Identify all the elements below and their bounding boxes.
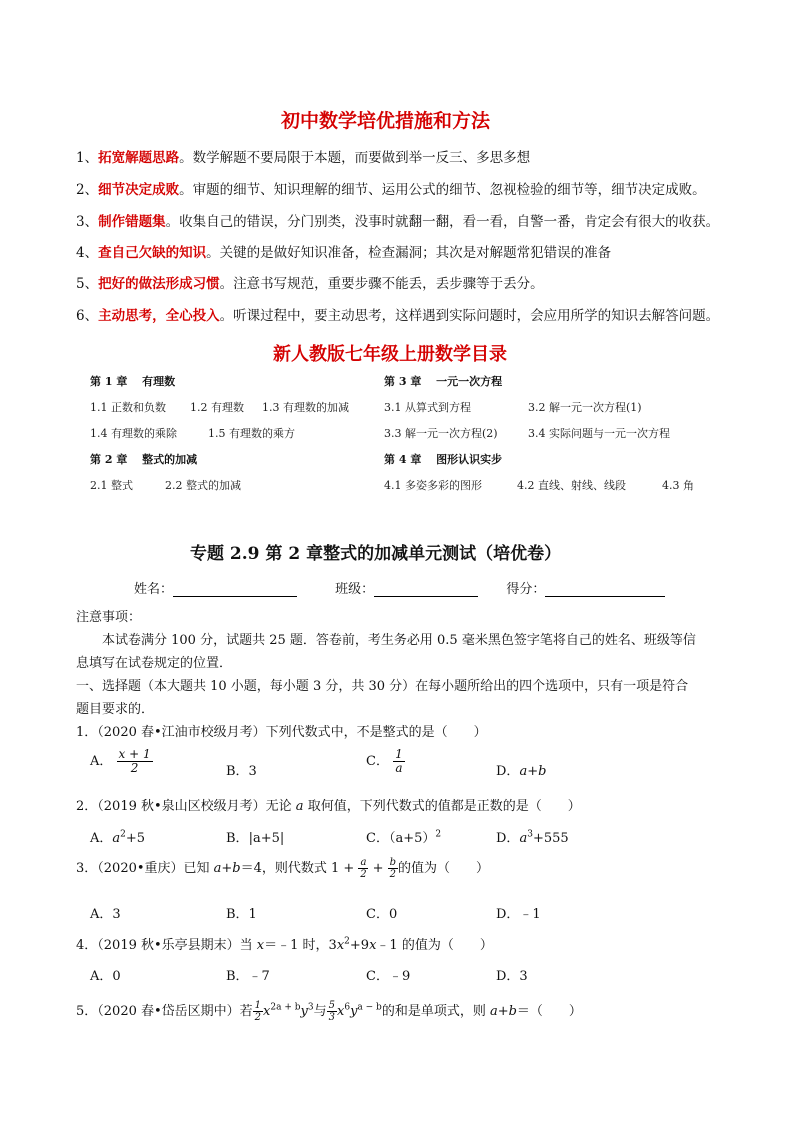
expression: a+b bbox=[519, 764, 547, 779]
toc-item: 1.2 有理数 bbox=[190, 401, 244, 414]
option-label: A． bbox=[90, 831, 113, 846]
fraction bbox=[327, 1000, 337, 1023]
numerator: a bbox=[360, 857, 367, 868]
variable: a bbox=[112, 831, 121, 846]
stem-text: 5．（2020 春•岱岳区期中）若 bbox=[76, 1004, 253, 1019]
tip-heading: 细节决定成败 bbox=[98, 182, 180, 198]
toc-chapter-2: 第 2 章 整式的加减 bbox=[90, 453, 198, 466]
toc-item: 2.2 整式的加减 bbox=[165, 479, 241, 492]
stem-text: 取何值，下列代数式的值都是正数的是（ ） bbox=[303, 799, 581, 814]
option-label: D． bbox=[496, 831, 520, 846]
tip-text: 。审题的细节、知识理解的细节、运用公式的细节、忽视检验的细节等，细节决定成败。 bbox=[179, 182, 706, 198]
q1-option-b[interactable]: B．3 bbox=[226, 764, 257, 779]
tip-text: 。数学解题不要局限于本题，而要做到举一反三、多思多想 bbox=[179, 150, 531, 166]
class-blank[interactable] bbox=[374, 596, 478, 597]
stem-text: 3．（2020•重庆）已知 bbox=[76, 861, 214, 876]
toc-item: 4.1 多姿多彩的图形 bbox=[384, 479, 482, 492]
variable: x bbox=[256, 938, 265, 953]
tip-6 bbox=[76, 304, 719, 324]
stem-text: 4．（2019 秋•乐亭县期末）当 bbox=[76, 938, 257, 953]
exponent: 3 bbox=[527, 829, 533, 840]
stem-text: ＝﹣1 时，3 bbox=[264, 938, 337, 953]
student-info-row bbox=[134, 578, 665, 597]
numerator: x + 1 bbox=[118, 747, 151, 761]
tip-text: 。注意书写规范，重要步骤不能丢，丢步骤等于丢分。 bbox=[219, 276, 544, 292]
tip-2 bbox=[76, 178, 706, 198]
stem-text: 2．（2019 秋•泉山区校级月考）无论 bbox=[76, 799, 296, 814]
q4-option-a[interactable]: A．0 bbox=[90, 969, 121, 984]
toc-item: 1.5 有理数的乘方 bbox=[208, 427, 295, 440]
denominator: 2 bbox=[360, 869, 367, 880]
q1-option-c[interactable] bbox=[366, 748, 405, 775]
numerator: 1 bbox=[254, 1000, 262, 1011]
operator: + bbox=[368, 861, 388, 876]
toc-item: 4.3 角 bbox=[662, 479, 694, 492]
q2-option-c[interactable] bbox=[366, 827, 441, 846]
toc-item: 3.3 解一元一次方程(2) bbox=[384, 427, 498, 440]
toc-item: 2.1 整式 bbox=[90, 479, 133, 492]
variable: x bbox=[336, 938, 345, 953]
expression: +5 bbox=[125, 831, 146, 846]
option-label: D． bbox=[496, 764, 520, 779]
denominator: 2 bbox=[389, 869, 396, 880]
stem-text: +9 bbox=[349, 938, 370, 953]
q4-option-c[interactable]: C．﹣9 bbox=[366, 969, 411, 984]
name-label: 姓名： bbox=[134, 582, 174, 597]
variable: a bbox=[519, 831, 528, 846]
tip-number: 4、 bbox=[76, 245, 99, 261]
notes-text: 本试卷满分 100 分，试题共 25 题．答卷前，考生务必用 0.5 毫米黑色签字笔将自己的姓名、班级等信 bbox=[102, 633, 696, 648]
question-2-stem bbox=[76, 795, 581, 814]
exponent: a − b bbox=[357, 1002, 382, 1013]
exam-title: 专题 2.9 第 2 章整式的加减单元测试（培优卷） bbox=[190, 544, 562, 564]
toc-chapter-1: 第 1 章 有理数 bbox=[90, 375, 176, 388]
q2-option-d[interactable] bbox=[496, 827, 569, 846]
tip-heading: 制作错题集 bbox=[98, 214, 166, 230]
tip-3 bbox=[76, 210, 719, 230]
exponent: 2 bbox=[344, 936, 350, 947]
tip-text: 。关键的是做好知识准备，检查漏洞；其次是对解题常犯错误的准备 bbox=[206, 245, 612, 261]
q3-option-a[interactable]: A．3 bbox=[90, 907, 121, 922]
variable: x bbox=[369, 938, 377, 953]
page-title: 初中数学培优措施和方法 bbox=[281, 110, 491, 132]
fraction bbox=[117, 748, 153, 775]
denominator: 2 bbox=[254, 1012, 262, 1023]
question-4-stem bbox=[76, 934, 493, 953]
fraction bbox=[388, 857, 398, 880]
q3-option-c[interactable]: C．0 bbox=[366, 907, 398, 922]
tip-text: 。听课过程中，要主动思考，这样遇到实际问题时，会应用所学的知识去解答问题。 bbox=[219, 308, 720, 324]
notes-text: 息填写在试卷规定的位置． bbox=[76, 656, 233, 671]
tip-text: 。收集自己的错误，分门别类，没事时就翻一翻，看一看，自警一番，肯定会有很大的收获。 bbox=[165, 214, 720, 230]
variable: a bbox=[295, 799, 304, 814]
q3-option-d[interactable]: D．﹣1 bbox=[496, 907, 541, 922]
denominator: 2 bbox=[130, 761, 139, 775]
name-blank[interactable] bbox=[173, 596, 297, 597]
numerator: 5 bbox=[328, 1000, 335, 1011]
q2-option-b[interactable] bbox=[226, 827, 284, 846]
tip-number: 3、 bbox=[76, 214, 99, 230]
expression: a+b bbox=[489, 1004, 517, 1019]
variable: x bbox=[336, 1004, 345, 1019]
tip-number: 5、 bbox=[76, 276, 99, 292]
toc-item: 3.4 实际问题与一元一次方程 bbox=[528, 427, 670, 440]
exponent: 2 bbox=[120, 829, 126, 840]
q2-option-a[interactable] bbox=[90, 827, 145, 846]
stem-text: 的值为（ ） bbox=[398, 861, 490, 876]
tip-5 bbox=[76, 272, 544, 292]
question-1-stem: 1．（2020 春•江油市校级月考）下列代数式中，不是整式的是（ ） bbox=[76, 725, 487, 740]
tip-heading: 拓宽解题思路 bbox=[98, 150, 180, 166]
toc-item: 1.1 正数和负数 bbox=[90, 401, 166, 414]
stem-text: ＝（ ） bbox=[516, 1004, 582, 1019]
expression: a+b bbox=[213, 861, 241, 876]
class-label: 班级： bbox=[335, 582, 375, 597]
stem-text: 的和是单项式，则 bbox=[381, 1004, 490, 1019]
exponent: 3 bbox=[307, 1002, 314, 1013]
variable: x bbox=[263, 1004, 271, 1019]
option-label: A． bbox=[90, 754, 113, 769]
expression: +555 bbox=[532, 831, 569, 846]
exponent: 6 bbox=[344, 1002, 351, 1013]
toc-item: 3.2 解一元一次方程(1) bbox=[528, 401, 642, 414]
tip-number: 1、 bbox=[76, 150, 99, 166]
toc-item: 3.1 从算式到方程 bbox=[384, 401, 471, 414]
fraction bbox=[253, 1000, 263, 1023]
expression: （a+5） bbox=[388, 831, 436, 846]
stem-text: ＝4，则代数式 1 + bbox=[240, 861, 359, 876]
fraction bbox=[358, 857, 368, 880]
tip-heading: 主动思考，全心投入 bbox=[98, 308, 220, 324]
q1-option-a[interactable] bbox=[90, 748, 153, 775]
exponent: 2 bbox=[435, 829, 442, 840]
q4-option-b[interactable]: B．﹣7 bbox=[226, 969, 270, 984]
notes-label: 注意事项： bbox=[76, 610, 142, 625]
stem-text: ﹣1 的值为（ ） bbox=[376, 938, 493, 953]
expression: |a+5| bbox=[248, 831, 285, 846]
denominator: a bbox=[395, 761, 403, 775]
toc-item: 1.3 有理数的加减 bbox=[262, 401, 349, 414]
question-3-stem bbox=[76, 857, 489, 880]
fraction bbox=[393, 748, 405, 775]
section-heading: 题目要求的． bbox=[76, 702, 155, 717]
variable: y bbox=[300, 1004, 308, 1019]
tip-number: 6、 bbox=[76, 308, 99, 324]
toc-title: 新人教版七年级上册数学目录 bbox=[273, 344, 507, 365]
option-label: C． bbox=[366, 754, 389, 769]
variable: y bbox=[350, 1004, 358, 1019]
denominator: 3 bbox=[328, 1012, 335, 1023]
toc-item: 4.2 直线、射线、线段 bbox=[517, 479, 626, 492]
option-label: C． bbox=[366, 831, 389, 846]
score-label: 得分： bbox=[506, 582, 546, 597]
toc-item: 1.4 有理数的乘除 bbox=[90, 427, 177, 440]
option-label: B． bbox=[226, 831, 249, 846]
toc-chapter-3: 第 3 章 一元一次方程 bbox=[384, 375, 503, 388]
q1-option-d[interactable] bbox=[496, 760, 546, 779]
tip-heading: 把好的做法形成习惯 bbox=[98, 276, 220, 292]
stem-text: 与 bbox=[313, 1004, 327, 1019]
q3-option-b[interactable]: B．1 bbox=[226, 907, 257, 922]
q4-option-d[interactable]: D．3 bbox=[496, 969, 528, 984]
section-heading: 一、选择题（本大题共 10 小题，每小题 3 分，共 30 分）在每小题所给出的四个选项中，只有一项是符合 bbox=[76, 679, 689, 694]
question-5-stem bbox=[76, 1000, 582, 1023]
tip-4 bbox=[76, 241, 611, 261]
tip-number: 2、 bbox=[76, 182, 99, 198]
tip-1 bbox=[76, 146, 530, 166]
toc-chapter-4: 第 4 章 图形认识实步 bbox=[384, 453, 503, 466]
numerator: 1 bbox=[395, 747, 403, 761]
numerator: b bbox=[389, 857, 397, 868]
score-blank[interactable] bbox=[545, 596, 665, 597]
exponent: 2a + b bbox=[270, 1002, 301, 1013]
tip-heading: 查自己欠缺的知识 bbox=[98, 245, 207, 261]
